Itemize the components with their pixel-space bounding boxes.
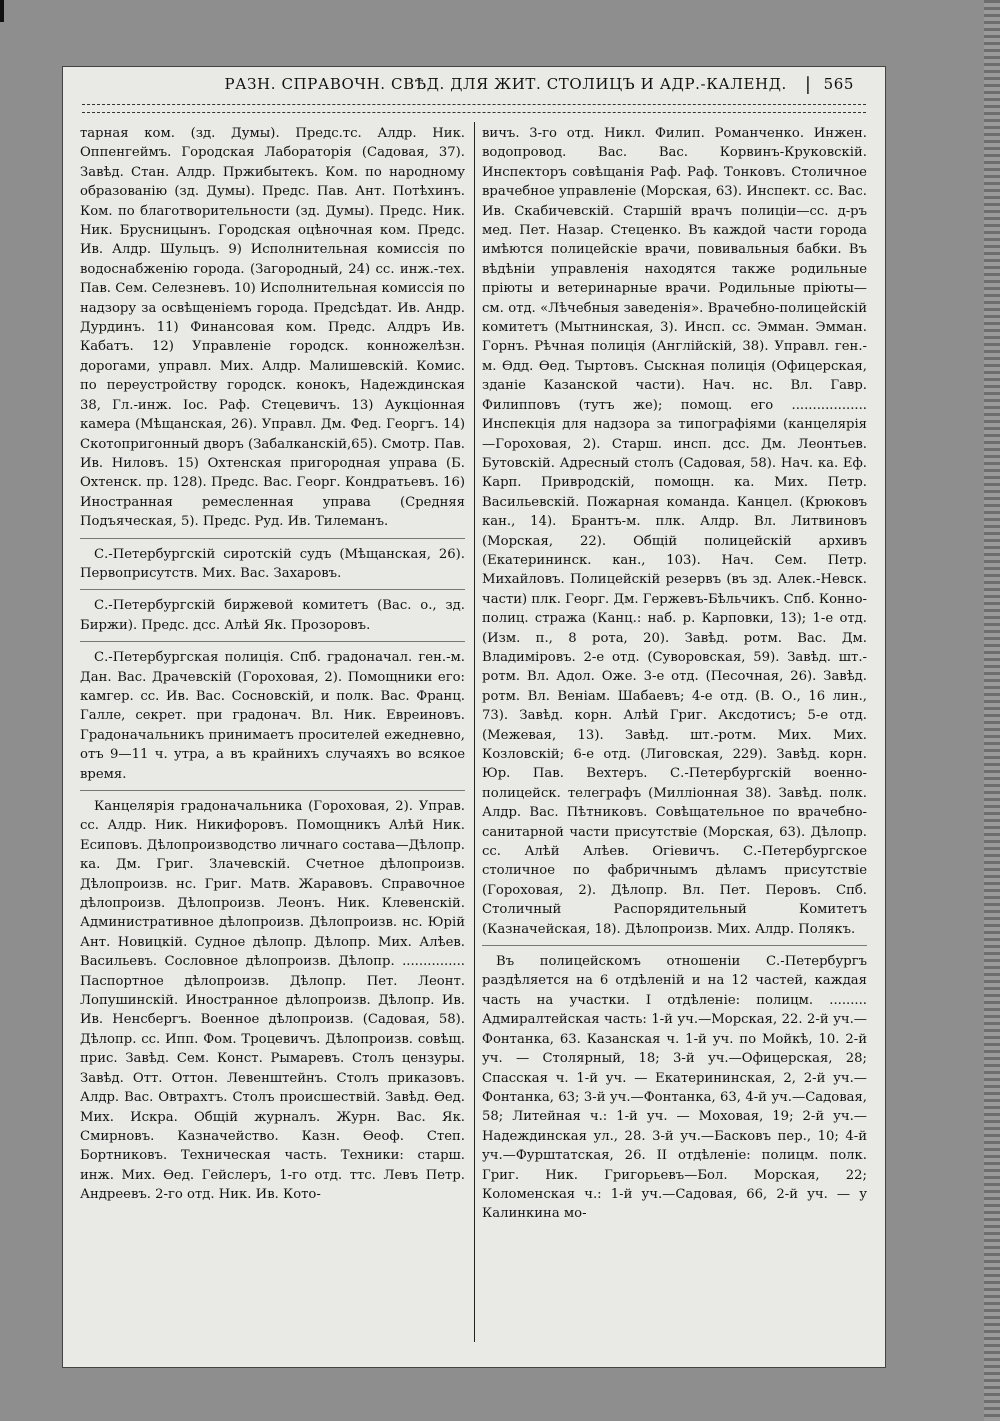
page-number: 565 — [823, 75, 854, 93]
left-paragraph-orphan-court: С.-Петербургскій сиротскій судъ (Мѣщанская, 26). Первоприсутств. Мих. Вас. Захаровъ. — [80, 538, 465, 584]
scan-edge-strip — [984, 0, 1000, 1421]
right-column — [482, 124, 867, 1339]
left-column — [80, 124, 465, 1339]
header-rule-second — [82, 112, 866, 113]
right-paragraph-police-divisions: Въ полицейскомъ отношеніи С.-Петербургъ раздѣляется на 6 отдѣленій и на 12 частей, каждая часть на участки. I отдѣленіе: полицм. ......... Адмиралтейская часть: 1-й уч.—Морская, 22. 2-й уч.—Фонтанка, 63. Казанская ч. 1-й уч. по Мойкѣ, 10. 2-й уч. — Столярный, 18; 3-й уч.—Офицерская, 28; Спасская ч. 1-й уч. — Екатерининская, 2, 2-й уч.—Фонтанка, 63; 3-й уч.—Фонтанка, 63, 4-й уч.—Садовая, 58; Литейная ч.: 1-й уч. — Моховая, 19; 2-й уч.—Надеждинская ул., 28. 3-й уч.—Басковъ пер., 10; 4-й уч.—Фурштатская, 26. II отдѣленіе: полицм. полк. Григ. Ник. Григорьевъ—Бол. Морская, 22; Коломенская ч.: 1-й уч.—Садовая, 66, 2-й уч. — у Калинкина мо- — [482, 945, 867, 1224]
left-paragraph-chancellery: Канцелярія градоначальника (Гороховая, 2). Управ. сс. Алдр. Ник. Никифоровъ. Помощникъ Алѣй Ник. Есиповъ. Дѣлопроизводство личнаго состава—Дѣлопр. ка. Дм. Григ. Злачевскій. Счетное дѣлопроизв. Дѣлопроизв. нс. Григ. Матв. Жаравовъ. Справочное дѣлопроизв. Дѣлопроизв. Леонъ. Ник. Клевенскій. Административное дѣлопроизв. Дѣлопроизв. нс. Юрій Ант. Новицкій. Судное дѣлопр. Дѣлопр. Мих. Алѣев. Васильевъ. Сословное дѣлопроизв. Дѣлопр. ............... Паспортное дѣлопроизв. Дѣлопр. Пет. Леонт. Лопушинскій. Иностранное дѣлопроизв. Дѣлопр. Ив. Ив. Ненсбергъ. Военное дѣлопроизв. (Садовая, 58). Дѣлопр. сс. Ипп. Фом. Троцевичъ. Дѣлопроизв. совѣщ. прис. Завѣд. Сем. Конст. Рымаревъ. Столъ цензуры. Завѣд. Отт. Оттон. Левенштейнъ. Столъ приказовъ. Алдр. Вас. Овтрахтъ. Столъ происшествій. Завѣд. Ѳед. Мих. Искра. Общій журналъ. Журн. Вас. Як. Смирновъ. Казначейство. Казн. Ѳеоф. Степ. Бортниковъ. Техническая часть. Техники: старш. инж. Мих. Ѳед. Гейслеръ, 1-го отд. ттс. Левъ Петр. Андреевъ. 2-го отд. Ник. Ив. Кото- — [80, 790, 465, 1205]
left-paragraph-police: С.-Петербургская полиція. Спб. градоначал. ген.-м. Дан. Вас. Драчевскій (Гороховая, 2). Помощники его: камгер. сс. Ив. Вас. Сосновскій, и полк. Вас. Франц. Галле, секрет. при градонач. Вл. Ник. Евреиновъ. Градоначальникъ принимаетъ просителей ежедневно, отъ 9—11 ч. утра, а въ крайнихъ случаяхъ во всякое время. — [80, 641, 465, 784]
scan-edge-mark — [0, 0, 4, 22]
right-paragraph-medical-police: вичъ. 3-го отд. Никл. Филип. Романченко. Инжен. водопровод. Вас. Вас. Корвинъ-Круковскій. Инспекторъ совѣщанія Раф. Раф. Тонковъ. Столичное врачебное управленіе (Морская, 63). Инспект. сс. Вас. Ив. Скабичевскій. Старшій врачъ полиціи—сс. д-ръ мед. Пет. Назар. Стеценко. Въ каждой части города имѣются полицейскіе врачи, повивальныя бабки. Въ вѣдѣніи управленія находятся также родильные пріюты и ветеринарные врачи. Родильные пріюты—см. отд. «Лѣчебныя заведенія». Врачебно-полицейскій комитетъ (Мытнинская, 3). Инсп. сс. Эмман. Эмман. Горнъ. Рѣчная полиція (Англійскій, 38). Управл. ген.-м. Ѳдд. Ѳед. Тыртовъ. Сыскная полиція (Офицерская, зданіе Казанской части). Нач. нс. Вл. Гавр. Филипповъ (тутъ же); помощ. его .................. Инспекція для надзора за типографіями (канцелярія—Гороховая, 2). Старш. инсп. дсс. Дм. Леонтьев. Бутовскій. Адресный столъ (Садовая, 58). Нач. ка. Еф. Карп. Привродскій, помощн. ка. Мих. Петр. Васильевскій. Пожарная команда. Канцел. (Крюковъ кан., 14). Брантъ-м. плк. Алдр. Вл. Литвиновъ (Морская, 22). Общій полицейскій архивъ (Екатерининск. кан., 103). Нач. Сем. Петр. Михайловъ. Полицейскій резервъ (въ зд. Алек.-Невск. части) плк. Георг. Дм. Гержевъ-Бѣльчикъ. Спб. Конно-полиц. стража (Канц.: наб. р. Карповки, 13); 1-е отд. (Изм. п., 8 рота, 20). Завѣд. ротм. Вас. Дм. Владиміровъ. 2-е отд. (Суворовская, 59). Завѣд. шт.-ротм. Вл. Адол. Оже. 3-е отд. (Песочная, 26). Завѣд. ротм. Вл. Веніам. Шабаевъ; 4-е отд. (В. О., 16 лин., 73). Завѣд. корн. Алѣй Григ. Аксдотисъ; 5-е отд. (Межевая, 13). Завѣд. шт.-ротм. Мих. Мих. Козловскій; 6-е отд. (Лиговская, 229). Завѣд. корн. Юр. Пав. Вехтеръ. С.-Петербургскій военно-полицейск. телеграфъ (Милліонная 38). Завѣд. полк. Алдр. Вас. Пѣтниковъ. Совѣщательное по врачебно-санитарной части присутствіе (Морская, 63). Дѣлопр. сс. Алѣй Алѣев. Огіевичъ. С.-Петербургское столичное по фабричнымъ дѣламъ присутствіе (Гороховая, 2). Дѣлопр. Вл. Пет. Перовъ. Спб. Столичный Распорядительный Комитетъ (Казначейская, 18). Дѣлопроизв. Мих. Алдр. Полякъ. — [482, 126, 867, 937]
left-paragraph-city-commissions: тарная ком. (зд. Думы). Предс.тс. Алдр. Ник. Оппенгеймъ. Городская Лабораторія (Садовая, 37). Завѣд. Стан. Алдр. Пржибытекъ. Ком. по народному образованію (зд. Думы). Предс. Пав. Ант. Потѣхинъ. Ком. по благотворительности (зд. Думы). Предс. Ник. Ник. Брусницынъ. Городская оцѣночная ком. Предс. Ив. Алдр. Шульцъ. 9) Исполнительная комиссія по водоснабженію города. (Загородный, 24) сс. инж.-тех. Пав. Сем. Селезневъ. 10) Исполнительная комиссія по надзору за освѣщеніемъ города. Предсѣдат. Ив. Андр. Дурдинъ. 11) Финансовая ком. Предс. Алдръ Ив. Кабатъ. 12) Управленіе городск. конножелѣзн. дорогами, управл. Мих. Алдр. Малишевскій. Комис. по переустройству городск. конокъ, Надеждинская 38, Гл.-инж. Іос. Раф. Стецевичъ. 13) Аукціонная камера (Мѣщанская, 26). Управл. Дм. Фед. Георгъ. 14) Скотопригонный дворъ (Забалканскій,65). Смотр. Пав. Ив. Ниловъ. 15) Охтенская пригородная управа (Б. Охтенск. пр. 128). Предс. Вас. Георг. Кондратьевъ. 16) Иностранная ремесленная управа (Средняя Подъяческая, 5). Предс. Руд. Ив. Тилеманъ. — [80, 126, 465, 530]
header-rule — [82, 104, 866, 105]
page-header — [62, 66, 884, 102]
column-divider — [474, 122, 475, 1342]
header-separator: | — [804, 73, 812, 95]
running-title: РАЗН. СПРАВОЧН. СВѢД. ДЛЯ ЖИТ. СТОЛИЦЪ И АДР.-КАЛЕНД. — [224, 75, 787, 93]
left-paragraph-exchange-committee: С.-Петербургскій биржевой комитетъ (Вас. о., зд. Биржи). Предс. дсс. Алѣй Як. Прозоровъ. — [80, 589, 465, 635]
